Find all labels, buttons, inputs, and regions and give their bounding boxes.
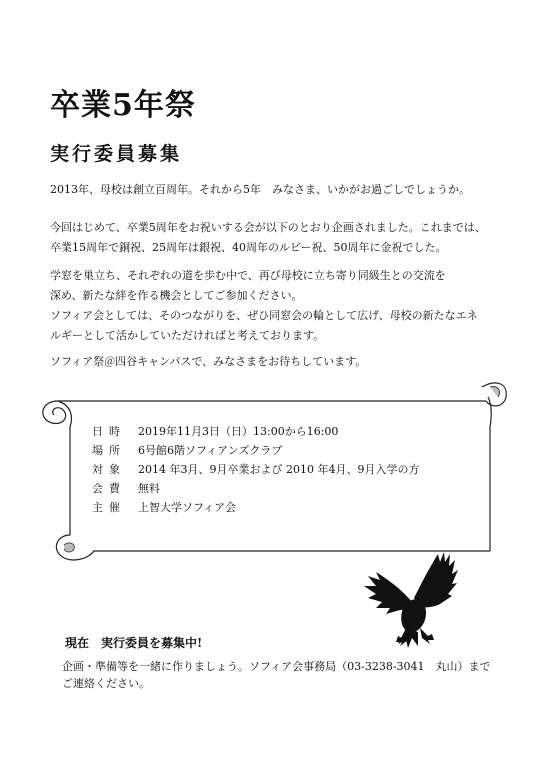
text-line: 卒業15周年で銅祝、25周年は銀祝、40周年のルビー祝、50周年に金祝でした。 [50,241,447,254]
event-details [92,422,419,517]
text-line: ご連絡ください。 [62,677,150,690]
intro-paragraph-2 [50,218,510,258]
text-line: 企画・準備等を一緒に作りましょう。ソフィア会事務局（03-3238-3041 丸山）まで [62,660,491,673]
recruit-heading: 現在 実行委員を募集中! [65,636,203,650]
detail-row-organizer [92,498,419,517]
text-line: ソフィア会としては、そのつながりを、ぜひ同窓会の輪として広げ、母校の新たなエネ [50,309,478,322]
text-line: ルギーとして活かしていただければと考えております。 [50,329,325,342]
intro-paragraph-1 [50,180,510,200]
detail-row-target [92,460,419,479]
detail-value: 無料 [138,482,160,495]
eagle-icon [362,548,462,652]
detail-row-fee [92,479,419,498]
page-title: 卒業5年祭 [50,88,196,123]
detail-value: 2019年11月3日（日）13:00から16:00 [138,425,339,438]
text-line: 2013年、母校は創立百周年。それから5年 みなさま、いかがお過ごしでしょうか。 [50,183,470,196]
recruit-body [62,658,491,692]
detail-row-datetime [92,422,419,441]
detail-label: 会費 [92,482,126,495]
text-line: 学窓を巣立ち、それぞれの道を歩む中で、再び母校に立ち寄り同級生との交流を [50,269,446,282]
detail-label: 場所 [92,444,126,457]
detail-label: 対象 [92,463,126,476]
intro-paragraph-4 [50,352,510,372]
detail-value: 6号館6階ソフィアンズクラブ [138,444,283,457]
intro-paragraph-3 [50,266,510,346]
detail-value: 上智大学ソフィア会 [138,501,237,514]
detail-label: 日時 [92,425,126,438]
detail-row-venue [92,441,419,460]
detail-value: 2014 年3月、9月卒業および 2010 年4月、9月入学の方 [138,463,420,476]
text-line: 深め、新たな絆を作る機会としてご参加ください。 [50,289,303,302]
text-line: ソフィア祭＠四谷キャンパスで、みなさまをお待ちしています。 [50,355,367,368]
detail-label: 主催 [92,501,126,514]
text-line: 今回はじめて、卒業5周年をお祝いする会が以下のとおり企画されました。これまでは、 [50,221,486,234]
page-subtitle: 実行委員募集 [50,143,183,165]
